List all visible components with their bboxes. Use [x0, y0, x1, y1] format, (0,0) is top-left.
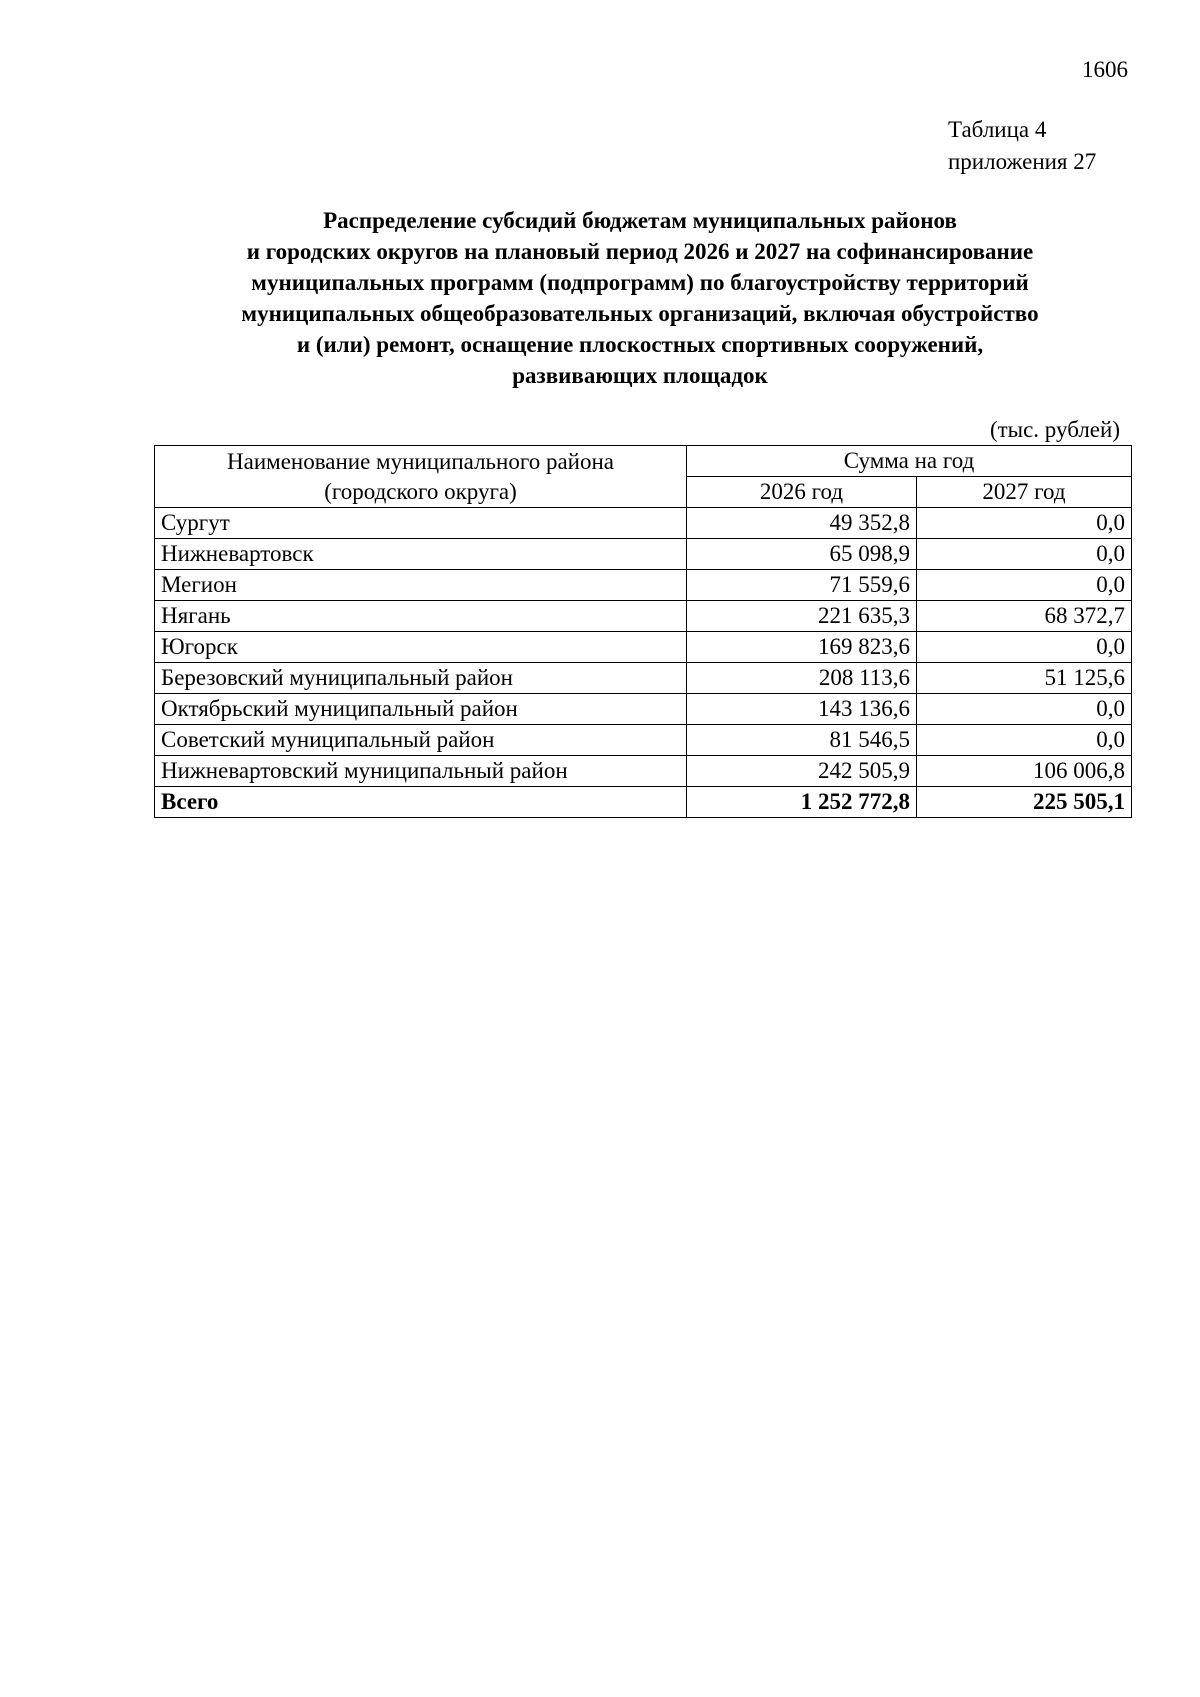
- table-row: [155, 570, 1132, 601]
- row-2026-cell: 221 635,3: [687, 601, 917, 632]
- row-2026-cell: 242 505,9: [687, 756, 917, 787]
- row-name-cell: Нижневартовск: [155, 539, 687, 570]
- title-line: развивающих площадок: [512, 363, 768, 388]
- header-year-2026: 2026 год: [687, 477, 917, 508]
- title-line: и (или) ремонт, оснащение плоскостных спортивных сооружений,: [296, 332, 984, 357]
- table-ref-line2: приложения 27: [948, 149, 1097, 174]
- total-2027-cell: 225 505,1: [917, 787, 1132, 818]
- total-label-cell: Всего: [155, 787, 687, 818]
- row-2026-cell: 208 113,6: [687, 663, 917, 694]
- row-2027-cell: 0,0: [917, 508, 1132, 539]
- table-row: [155, 508, 1132, 539]
- row-2026-cell: 169 823,6: [687, 632, 917, 663]
- row-2027-cell: 0,0: [917, 694, 1132, 725]
- subsidy-table: [154, 445, 1132, 818]
- table-row: [155, 539, 1132, 570]
- page-number: 1606: [1082, 57, 1128, 82]
- title-line: и городских округов на плановый период 2026 и 2027 на софинансирование: [246, 239, 1034, 264]
- table-reference: [948, 114, 1096, 178]
- header-municipality-line2: (городского округа): [324, 478, 517, 504]
- row-name-cell: Нижневартовский муниципальный район: [155, 756, 687, 787]
- row-2026-cell: 71 559,6: [687, 570, 917, 601]
- row-2026-cell: 49 352,8: [687, 508, 917, 539]
- row-2027-cell: 51 125,6: [917, 663, 1132, 694]
- table-body: [155, 508, 1132, 818]
- header-sum: Сумма на год: [687, 446, 1132, 477]
- title-line: Распределение субсидий бюджетам муниципальных районов: [323, 208, 957, 233]
- header-municipality: [155, 446, 687, 508]
- table-row: [155, 663, 1132, 694]
- table-ref-line1: Таблица 4: [948, 117, 1047, 142]
- row-name-cell: Октябрьский муниципальный район: [155, 694, 687, 725]
- table-total-row: [155, 787, 1132, 818]
- header-municipality-line1: Наименование муниципального района: [227, 448, 614, 474]
- row-name-cell: Югорск: [155, 632, 687, 663]
- table-row: [155, 756, 1132, 787]
- row-name-cell: Нягань: [155, 601, 687, 632]
- table-row: [155, 694, 1132, 725]
- unit-note: (тыс. рублей): [989, 417, 1120, 442]
- row-name-cell: Советский муниципальный район: [155, 725, 687, 756]
- document-title: [150, 205, 1130, 391]
- table-header-row: [155, 446, 1132, 477]
- total-2026-cell: 1 252 772,8: [687, 787, 917, 818]
- row-2026-cell: 81 546,5: [687, 725, 917, 756]
- row-name-cell: Мегион: [155, 570, 687, 601]
- row-2027-cell: 0,0: [917, 539, 1132, 570]
- row-2027-cell: 0,0: [917, 725, 1132, 756]
- row-2027-cell: 106 006,8: [917, 756, 1132, 787]
- title-line: муниципальных общеобразовательных организаций, включая обустройство: [241, 301, 1039, 326]
- header-year-2027: 2027 год: [917, 477, 1132, 508]
- row-name-cell: Сургут: [155, 508, 687, 539]
- row-2026-cell: 65 098,9: [687, 539, 917, 570]
- table-row: [155, 725, 1132, 756]
- row-2027-cell: 0,0: [917, 632, 1132, 663]
- row-2027-cell: 68 372,7: [917, 601, 1132, 632]
- table-row: [155, 632, 1132, 663]
- row-2027-cell: 0,0: [917, 570, 1132, 601]
- table-row: [155, 601, 1132, 632]
- title-line: муниципальных программ (подпрограмм) по благоустройству территорий: [251, 270, 1029, 295]
- row-2026-cell: 143 136,6: [687, 694, 917, 725]
- row-name-cell: Березовский муниципальный район: [155, 663, 687, 694]
